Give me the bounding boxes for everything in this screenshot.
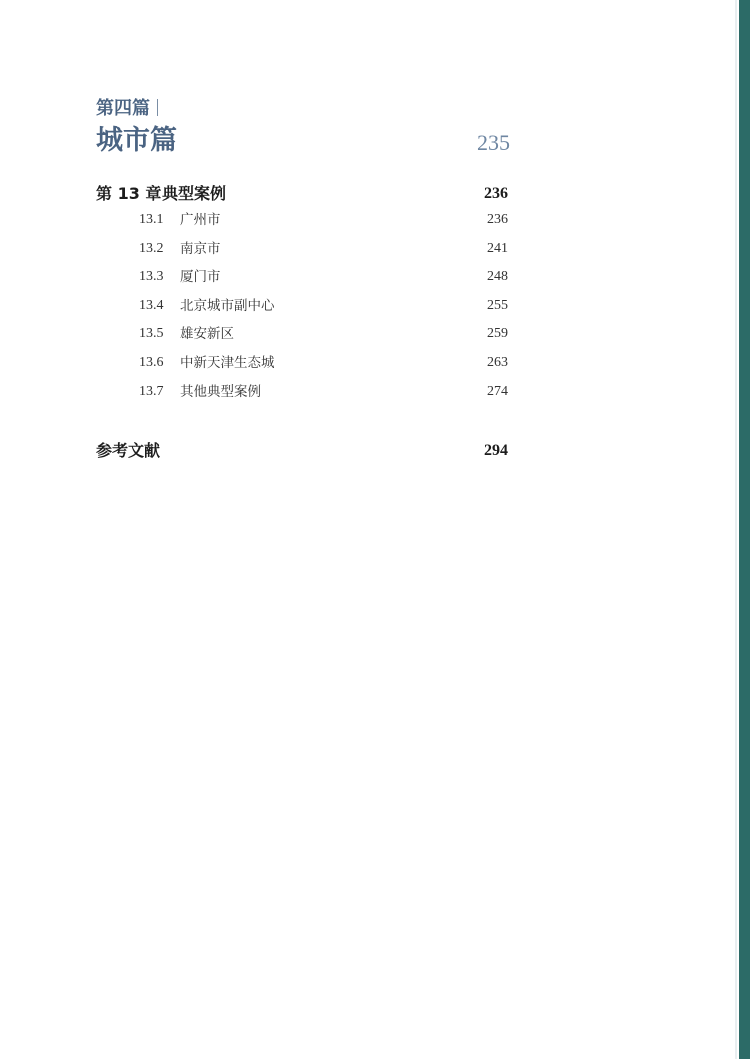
section-title: 其他典型案例 (180, 383, 261, 400)
section-page-number: 248 (487, 269, 508, 285)
section-page-number: 236 (487, 212, 508, 227)
section-entry[interactable] (139, 352, 508, 381)
section-entry[interactable] (139, 381, 508, 410)
section-number: 13.5 (139, 326, 164, 342)
part-label-text: 第四篇 (96, 98, 150, 119)
part-page-number: 235 (477, 130, 510, 155)
section-page-number: 241 (487, 240, 508, 256)
chapter-title: 典型案例 (162, 184, 227, 203)
section-page-number: 274 (487, 383, 508, 399)
page-edge-bar (739, 0, 750, 1059)
references-entry[interactable] (96, 439, 508, 463)
section-number: 13.3 (139, 269, 164, 285)
chapter-entry[interactable] (96, 182, 508, 206)
section-entry[interactable] (139, 266, 508, 295)
section-list (139, 209, 508, 409)
section-number: 13.6 (139, 354, 164, 370)
section-page-number: 263 (487, 354, 508, 370)
section-number: 13.4 (139, 297, 164, 313)
section-title: 广州市 (180, 212, 221, 228)
section-title: 厦门市 (180, 269, 221, 286)
chapter-number: 第 13 章 (96, 184, 162, 203)
section-number: 13.1 (139, 212, 164, 227)
references-title: 参考文献 (96, 441, 161, 460)
part-label-divider (157, 99, 158, 116)
section-entry[interactable] (139, 238, 508, 267)
section-page-number: 255 (487, 297, 508, 313)
section-entry[interactable] (139, 295, 508, 324)
section-title: 北京城市副中心 (180, 297, 275, 314)
part-title: 城市篇 (96, 125, 177, 156)
section-title: 南京市 (180, 240, 221, 257)
section-number: 13.2 (139, 240, 164, 256)
references-page-number: 294 (484, 442, 508, 459)
section-entry[interactable] (139, 209, 508, 238)
section-title: 雄安新区 (180, 326, 234, 343)
section-title: 中新天津生态城 (180, 354, 275, 371)
section-page-number: 259 (487, 326, 508, 342)
section-entry[interactable] (139, 323, 508, 352)
part-label (96, 97, 158, 121)
section-number: 13.7 (139, 383, 164, 399)
chapter-page-number: 236 (484, 185, 508, 202)
page-edge-line (735, 0, 737, 1059)
